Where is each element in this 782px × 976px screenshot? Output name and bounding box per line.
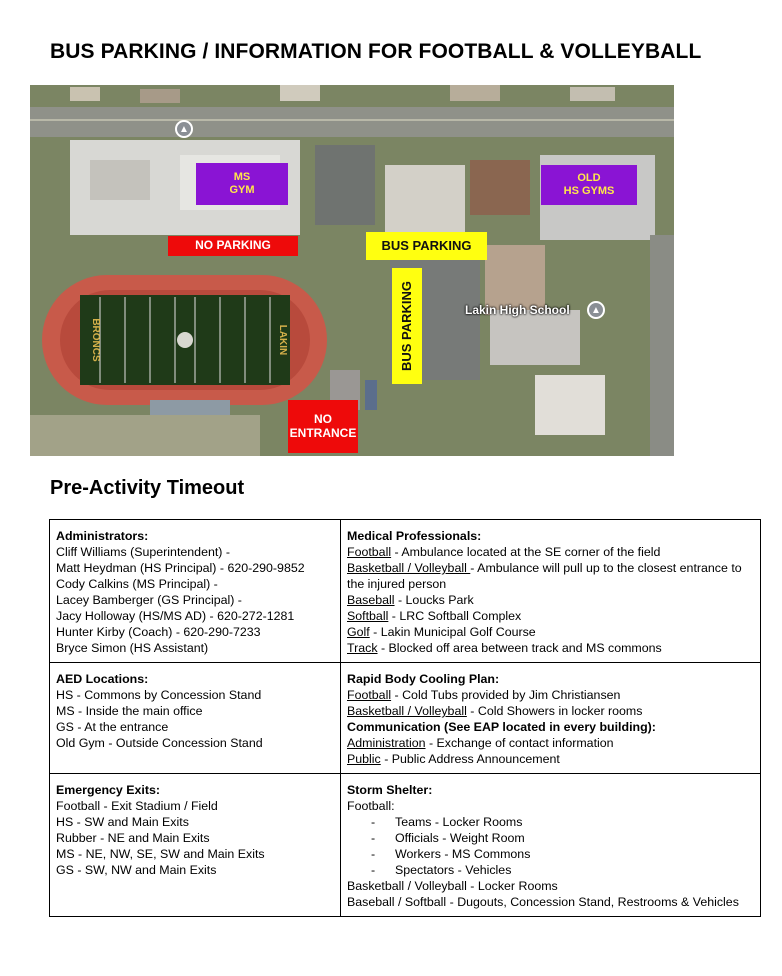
exits-cell xyxy=(50,774,341,917)
list-item: Baseball - Loucks Park xyxy=(347,593,474,607)
cooling-heading: Rapid Body Cooling Plan: xyxy=(347,672,500,686)
communication-heading: Communication (See EAP located in every building): xyxy=(347,720,656,734)
list-item: Rubber - NE and Main Exits xyxy=(56,831,210,845)
list-item: MS - NE, NW, SE, SW and Main Exits xyxy=(56,847,265,861)
ms-gym-label: MS GYM xyxy=(196,163,288,205)
info-table xyxy=(49,519,761,917)
storm-heading: Storm Shelter: xyxy=(347,783,433,797)
aed-heading: AED Locations: xyxy=(56,672,149,686)
list-item: Basketball / Volleyball - Locker Rooms xyxy=(347,879,558,893)
list-item: HS - SW and Main Exits xyxy=(56,815,189,829)
list-item: Bryce Simon (HS Assistant) xyxy=(56,641,209,655)
list-item: HS - Commons by Concession Stand xyxy=(56,688,262,702)
list-item: Football - Exit Stadium / Field xyxy=(56,799,218,813)
list-item: Softball - LRC Softball Complex xyxy=(347,609,522,623)
list-item: - Spectators - Vehicles xyxy=(371,863,512,877)
medical-cell xyxy=(341,520,761,663)
list-item: Football: xyxy=(347,799,395,813)
list-item: Lacey Bamberger (GS Principal) - xyxy=(56,593,242,607)
old-hs-gyms-label: OLD HS GYMS xyxy=(541,165,637,205)
list-item: Track - Blocked off area between track and MS commons xyxy=(347,641,662,655)
list-item: Basketball / Volleyball - Ambulance will pull up to the closest entrance to the injured person xyxy=(347,561,742,591)
list-item: Baseball / Softball - Dugouts, Concession Stand, Restrooms & Vehicles xyxy=(347,895,739,909)
list-item: - Officials - Weight Room xyxy=(371,831,525,845)
administrators-heading: Administrators: xyxy=(56,529,149,543)
cooling-cell xyxy=(341,663,761,774)
list-item: Football - Ambulance located at the SE corner of the field xyxy=(347,545,661,559)
storm-cell xyxy=(341,774,761,917)
exits-heading: Emergency Exits: xyxy=(56,783,160,797)
table-row xyxy=(50,774,761,917)
list-item: Matt Heydman (HS Principal) - 620-290-9852 xyxy=(56,561,305,575)
list-item: Jacy Holloway (HS/MS AD) - 620-272-1281 xyxy=(56,609,295,623)
bus-parking-horizontal-label: BUS PARKING xyxy=(366,232,487,260)
list-item: Administration - Exchange of contact information xyxy=(347,736,614,750)
school-name-label: Lakin High School xyxy=(465,303,570,317)
table-row xyxy=(50,520,761,663)
aerial-map xyxy=(30,85,674,456)
list-item: Football - Cold Tubs provided by Jim Christiansen xyxy=(347,688,621,702)
aed-cell xyxy=(50,663,341,774)
list-item: - Teams - Locker Rooms xyxy=(371,815,523,829)
field-endzone-right-text: LAKIN xyxy=(277,324,288,356)
list-item: MS - Inside the main office xyxy=(56,704,203,718)
list-item: GS - SW, NW and Main Exits xyxy=(56,863,217,877)
list-item: Golf - Lakin Municipal Golf Course xyxy=(347,625,536,639)
medical-heading: Medical Professionals: xyxy=(347,529,482,543)
section-title: Pre-Activity Timeout xyxy=(50,477,245,499)
list-item: Old Gym - Outside Concession Stand xyxy=(56,736,263,750)
no-parking-label: NO PARKING xyxy=(168,236,298,256)
list-item: Public - Public Address Announcement xyxy=(347,752,560,766)
list-item: - Workers - MS Commons xyxy=(371,847,531,861)
table-row xyxy=(50,663,761,774)
administrators-cell xyxy=(50,520,341,663)
list-item: GS - At the entrance xyxy=(56,720,169,734)
list-item: Cody Calkins (MS Principal) - xyxy=(56,577,218,591)
list-item: Hunter Kirby (Coach) - 620-290-7233 xyxy=(56,625,261,639)
list-item: Basketball / Volleyball - Cold Showers in locker rooms xyxy=(347,704,643,718)
field-endzone-left-text: BRONCS xyxy=(90,318,101,362)
school-pin-icon: ▲ xyxy=(587,301,605,319)
ms-school-pin-icon: ▲ xyxy=(175,120,193,138)
no-entrance-label: NO ENTRANCE xyxy=(288,400,358,453)
page-title: BUS PARKING / INFORMATION FOR FOOTBALL & VOLLEYBALL xyxy=(50,40,702,63)
bus-parking-vertical-label: BUS PARKING xyxy=(392,268,422,384)
list-item: Cliff Williams (Superintendent) - xyxy=(56,545,230,559)
